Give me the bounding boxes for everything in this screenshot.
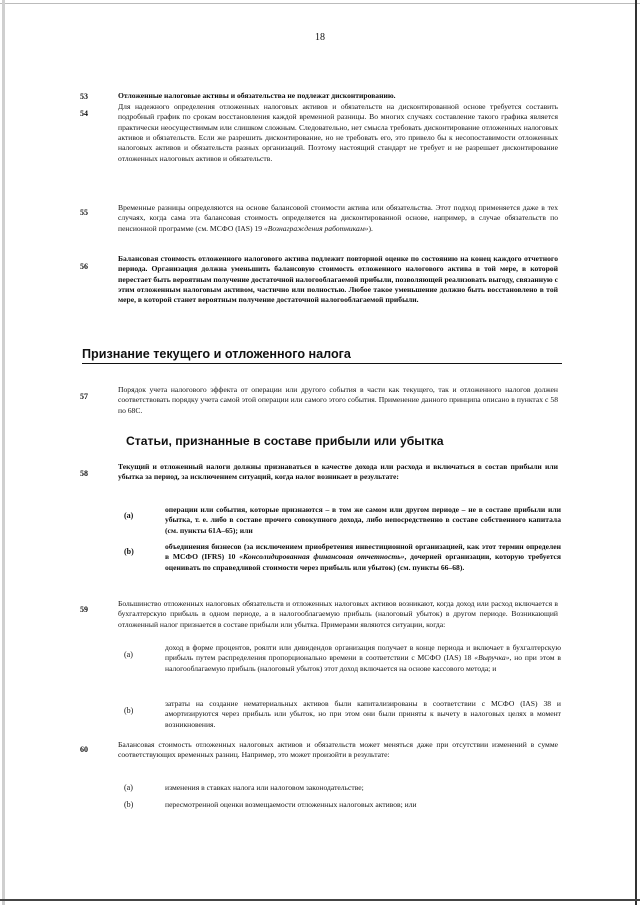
paragraph-58-item-b-end: , дочерней организации, которую требуется оценивать по справедливой стоимости через прибыль или убыток) (см. пункты 66–68). [165, 552, 561, 572]
paragraph-59-item-b-label: (b) [124, 706, 134, 715]
paragraph-number-56: 56 [80, 262, 88, 271]
paragraph-56: Балансовая стоимость отложенного налогового актива подлежит повторной оценке по состоянию на конец каждого отчетного периода. Организация должна уменьшить балансовую стоимость отложенного налогового актива в той мере, в которой перестает быть вероятным получение достаточной налогооблагаемой прибыли, позволяющей реализовать выгоду, связанную с этим отложенным налоговым активом, частично или полностью. Любое такое уменьшение должно быть восстановлено в той мере, в которой станет вероятным получение достаточной налогооблагаемой прибыли. [118, 254, 558, 305]
paragraph-60-item-b: пересмотренной оценки возмещаемости отложенных налоговых активов; или [165, 800, 417, 809]
paragraph-59-item-a-label: (a) [124, 650, 133, 659]
scan-edge-bottom [0, 899, 640, 901]
paragraph-59-item-b: затраты на создание нематериальных активов были капитализированы в соответствии с МСФО (IAS) 38 и амортизируются через прибыль или убыток, но при этом они были приняты к вычету в налоговых целях в момент возникновения. [165, 699, 561, 729]
paragraph-59-item-a-end: , но при этом в налогооблагаемую прибыль (налоговый убыток) этот доход включается на основе кассового метода; и [165, 653, 561, 673]
paragraph-59-item-a-text: доход в форме процентов, роялти или дивидендов организация получает в конце периода и включает в бухгалтерскую прибыль путем распределения пропорционально времени в соответствии с МСФО (IAS) 18 [165, 643, 561, 663]
paragraph-58-item-b-label: (b) [124, 547, 134, 556]
paragraph-59-item-a [165, 643, 561, 674]
paragraph-number-59: 59 [80, 605, 88, 614]
paragraph-55-reference: «Вознаграждения работникам» [263, 223, 369, 233]
paragraph-60: Балансовая стоимость отложенных налоговых активов и обязательств может меняться даже при отсутствии изменений в сумме соответствующих временных разниц. Например, это может произойти в результате: [118, 740, 558, 760]
page-number: 18 [315, 32, 325, 43]
paragraph-58-item-a: операции или события, которые признаются – в том же самом или другом периоде – не в составе прибыли или убытка, т. е. либо в составе прочего совокупного дохода, либо непосредственно в составе собственного капитала (см. пункты 61А–65); или [165, 505, 561, 535]
paragraph-number-55: 55 [80, 208, 88, 217]
paragraph-58-item-a-label: (a) [124, 511, 134, 520]
paragraph-58-item-b-text: объединения бизнесов (за исключением приобретения инвестиционной организацией, как этот термин определен в МСФО (IFRS) 10 [165, 542, 561, 562]
paragraph-number-57: 57 [80, 392, 88, 401]
paragraph-59: Большинство отложенных налоговых обязательств и отложенных налоговых активов возникают, когда доход или расход включается в бухгалтерскую прибыль в одном периоде, а в налогооблагаемую прибыль (налоговый убыток) в другом периоде. Возникающий отложенный налог признается в составе прибыли или убытка. Примерами являются ситуации, когда: [118, 599, 558, 629]
paragraph-60-item-a-label: (a) [124, 783, 133, 792]
paragraph-60-item-a: изменения в ставках налога или налоговом законодательстве; [165, 783, 364, 792]
section-heading: Признание текущего и отложенного налога [82, 347, 562, 364]
paragraph-57: Порядок учета налогового эффекта от операции или другого события в части как текущего, так и отложенного налогов должен соответствовать порядку учета самой этой операции или самого этого события. Применение данного принципа описано в пунктах с 58 по 68C. [118, 385, 558, 415]
paragraph-60-item-b-label: (b) [124, 800, 134, 809]
paragraph-55-text: Временные разницы определяются на основе балансовой стоимости актива или обязательства. Этот подход применяется даже в тех случаях, когда сама эта балансовая стоимость определяется на дисконтированной основе, например, в случае обязательств по пенсионной программе (см. МСФО (IAS) 19 [118, 203, 558, 233]
paragraph-number-58: 58 [80, 469, 88, 478]
paragraph-59-item-a-reference: «Выручка» [474, 653, 510, 663]
paragraph-55 [118, 203, 558, 234]
paragraph-53: Отложенные налоговые активы и обязательства не подлежат дисконтированию. [118, 91, 396, 100]
scan-edge-left [2, 0, 5, 905]
paragraph-58-item-b [165, 542, 561, 573]
scan-edge-top [0, 3, 640, 4]
paragraph-58-item-b-reference: «Консолидированная финансовая отчетность» [239, 552, 405, 562]
paragraph-number-54: 54 [80, 109, 88, 118]
subsection-heading: Статьи, признанные в составе прибыли или убытка [126, 434, 444, 448]
paragraph-number-53: 53 [80, 92, 88, 101]
paragraph-54: Для надежного определения отложенных налоговых активов и обязательств на дисконтированной основе требуется составить подробный график по срокам восстановления каждой временной разницы. Во многих случаях составление такого графика является практически неосуществимым или слишком сложным. Следовательно, нет смысла требовать дисконтирование отложенных налоговых активов и обязательств. Если же разрешить дисконтирование, но не требовать его, это привело бы к несопоставимости отложенных налоговых активов и обязательств разных организаций. Поэтому настоящий стандарт не требует и не разрешает дисконтирование отложенных налоговых активов и обязательств. [118, 102, 558, 163]
paragraph-55-end: ). [368, 223, 373, 233]
paragraph-58: Текущий и отложенный налоги должны признаваться в качестве дохода или расхода и включаться в состав прибыли или убытка за период, за исключением ситуаций, когда налог возникает в результате: [118, 462, 558, 482]
paragraph-number-60: 60 [80, 745, 88, 754]
scan-edge-right [635, 0, 637, 905]
